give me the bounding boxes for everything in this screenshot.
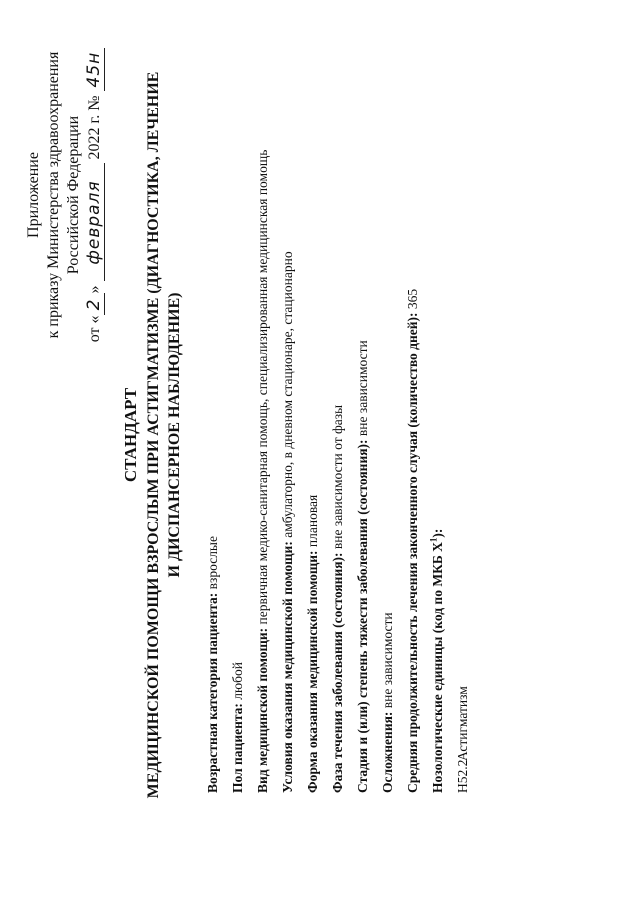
nosology-label-suffix: ): <box>430 528 445 538</box>
field-value: любой <box>230 662 245 704</box>
field-value: взрослые <box>205 536 220 593</box>
nosology-code-row <box>455 23 480 793</box>
date-year: 2022 г. № <box>86 95 103 160</box>
field-label: Форма оказания медицинской помощи: <box>305 550 320 793</box>
standard-title-line2: И ДИСПАНСЕРНОЕ НАБЛЮДЕНИЕ) <box>166 292 183 578</box>
field-value: вне зависимости <box>355 340 370 440</box>
footnote-marker: 1 <box>428 537 439 543</box>
standard-heading: СТАНДАРТ <box>121 387 140 483</box>
field-value: вне зависимости от фазы <box>330 404 345 553</box>
field-label: Средняя продолжительность лечения законченного случая (количество дней): <box>405 312 420 793</box>
field-phase <box>330 23 355 793</box>
field-label: Осложнения: <box>380 711 395 793</box>
field-nosology <box>430 23 455 793</box>
field-form <box>305 23 330 793</box>
field-label: Пол пациента: <box>230 703 245 793</box>
handwritten-month: февраля <box>84 164 105 282</box>
standard-title-line1: МЕДИЦИНСКОЙ ПОМОЩИ ВЗРОСЛЫМ ПРИ АСТИГМАТИЗМЕ (ДИАГНОСТИКА, ЛЕЧЕНИЕ <box>145 71 162 799</box>
field-label: Фаза течения заболевания (состояния): <box>330 552 345 793</box>
field-duration <box>405 23 430 793</box>
date-mid: » <box>86 285 103 294</box>
field-label: Вид медицинской помощи: <box>255 627 270 793</box>
field-value: амбулаторно, в дневном стационаре, стационарно <box>280 251 295 542</box>
field-label: Возрастная категория пациента: <box>205 592 220 793</box>
field-label: Условия оказания медицинской помощи: <box>280 541 295 793</box>
field-age <box>205 23 230 793</box>
field-label: Стадия и (или) степень тяжести заболевания (состояния): <box>355 439 370 793</box>
date-prefix: от « <box>86 315 103 343</box>
field-stage <box>355 23 380 793</box>
field-value: вне зависимости <box>380 612 395 712</box>
standard-title-block <box>120 65 185 805</box>
field-value: плановая <box>305 494 320 551</box>
field-conditions <box>280 23 305 793</box>
handwritten-day: 2 <box>84 294 105 316</box>
handwritten-order-number: 45н <box>84 48 105 92</box>
field-label <box>430 529 445 793</box>
field-value: 365 <box>405 288 420 313</box>
field-value: первичная медико-санитарная помощь, специализированная медицинская помощь <box>255 149 270 628</box>
standard-fields <box>205 23 480 793</box>
appendix-title: Приложение <box>25 152 42 238</box>
icd-name: Астигматизм <box>455 686 470 761</box>
appendix-block <box>24 40 105 350</box>
field-care-type <box>255 23 280 793</box>
appendix-order-line2: Российской Федерации <box>65 115 82 275</box>
field-sex <box>230 23 255 793</box>
field-complications <box>380 23 405 793</box>
nosology-label-text: Нозологические единицы (код по МКБ X <box>430 542 445 793</box>
appendix-date-line <box>84 40 105 350</box>
icd-code: H52.2 <box>455 759 470 793</box>
appendix-order-line1: к приказу Министерства здравоохранения <box>45 51 62 339</box>
